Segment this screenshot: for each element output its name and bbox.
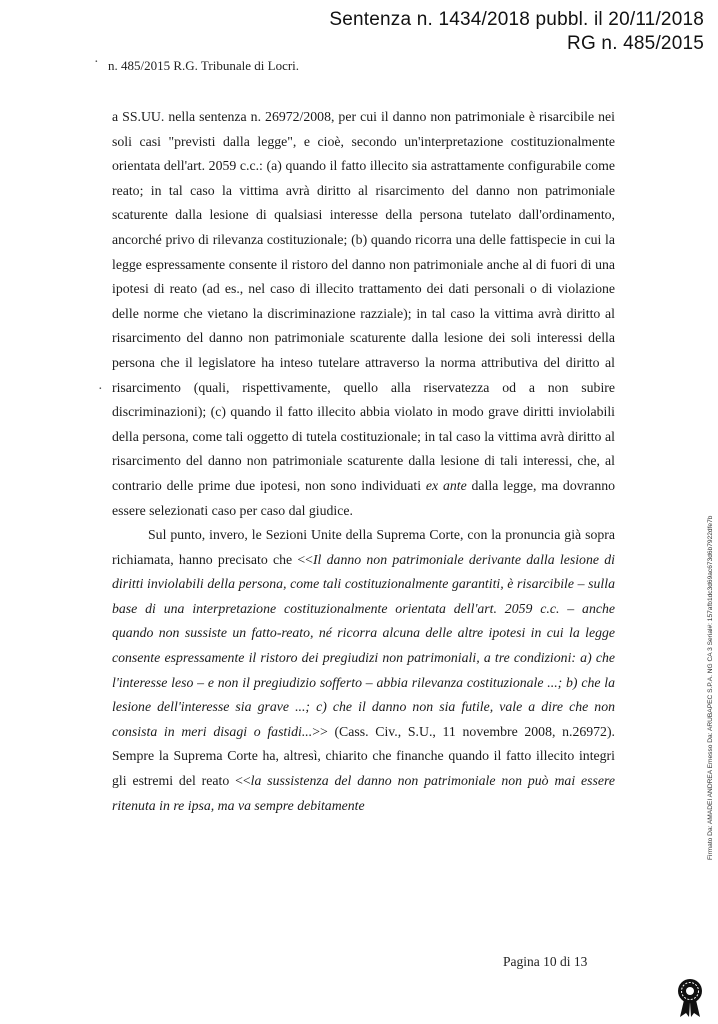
publication-stamp: Sentenza n. 1434/2018 pubbl. il 20/11/2018 (329, 9, 704, 30)
paragraph-2 (112, 523, 615, 818)
scan-mark: · (98, 382, 103, 397)
paragraph-1-text: a SS.UU. nella sentenza n. 26972/2008, per cui il danno non patrimoniale è risarcibile nei soli casi "previsti dalla legge", e cioè, secondo un'interpretazione costituzionalmente orientata dell'art. 2059 c.c.: (a) quando il fatto illecito sia astrattamente configurabile come reato; in tal caso la vittima avrà diritto al risarcimento del danno non patrimoniale scaturente dalla lesione di qualsiasi interesse della persona tutelato dall'ordinamento, ancorché privo di rilevanza costituzionale; (b) quando ricorra una delle fattispecie in cui la legge espressamente consente il ristoro del danno non patrimoniale anche al di fuori di una ipotesi di reato (ad es., nel caso di illecito trattamento dei dati personali o di violazione delle norme che vietano la discriminazione razziale); in tal caso la vittima avrà diritto al risarcimento del danno non patrimoniale scaturente dalla lesione dei soli interessi della persona che il legislatore ha inteso tutelare attraverso la norma attributiva del diritto al risarcimento (quali, rispettivamente, quello alla riservatezza od a non subire discriminazioni); (c) quando il fatto illecito abbia violato in modo grave diritti inviolabili della persona, come tali oggetto di tutela costituzionale; in tal caso la vittima avrà diritto al risarcimento del danno non patrimoniale scaturente dalla lesione di tali interessi, che, al contrario delle prime due ipotesi, non sono individuati (112, 109, 615, 493)
paragraph-2-intro: Sul punto, invero, le Sezioni Unite della Suprema Corte, con la pronuncia già sopra richiamata, hanno precisato che << (112, 527, 615, 567)
document-body (112, 105, 615, 818)
quotation-2: la sussistenza del danno non patrimoniale non può mai essere ritenuta in re ipsa, ma va sempre debitamente (112, 773, 615, 813)
rosette-seal-icon (676, 978, 704, 1018)
page-number: Pagina 10 di 13 (503, 954, 588, 969)
digital-signature-sidebar: Firmato Da: AMADEI ANDREA Emesso Da: ARUBAPEC S.P.A. NG CA 3 Serial#: 157afb1dc3d69ac673d6b7922dfe7b (707, 515, 714, 860)
paragraph-2-middle: >> (Cass. Civ., S.U., 11 novembre 2008, n.26972). Sempre la Suprema Corte ha, altresì, chiarito che finanche quando il fatto illecito integri gli estremi del reato << (112, 723, 615, 789)
paragraph-1 (112, 105, 615, 523)
paragraph-1-tail: dalla legge, ma dovranno essere selezionati caso per caso dal giudice. (112, 477, 616, 518)
running-header: n. 485/2015 R.G. Tribunale di Locri. (108, 58, 300, 73)
scan-mark: · (94, 55, 99, 70)
italic-term: ex ante (425, 477, 467, 493)
quotation-1: Il danno non patrimoniale derivante dalla lesione di diritti inviolabili della persona, come tali costituzionalmente garantiti, è risarcibile – sulla base di una interpretazione costituzionalmente orientata dell'art. 2059 c.c. – anche quando non sussiste un fatto-reato, né ricorra alcuna delle altre ipotesi in cui la legge consente espressamente il ristoro dei pregiudizi non patrimoniali, a tre condizioni: a) che l'interesse leso – e non il pregiudizio sofferto – abbia rilevanza costituzionale ...; b) che la lesione dell'interesse sia grave ...; c) che il danno non sia futile, vale a dire che non consista in meri disagi o fastidi... (112, 551, 615, 739)
registry-number-stamp: RG n. 485/2015 (567, 33, 704, 54)
